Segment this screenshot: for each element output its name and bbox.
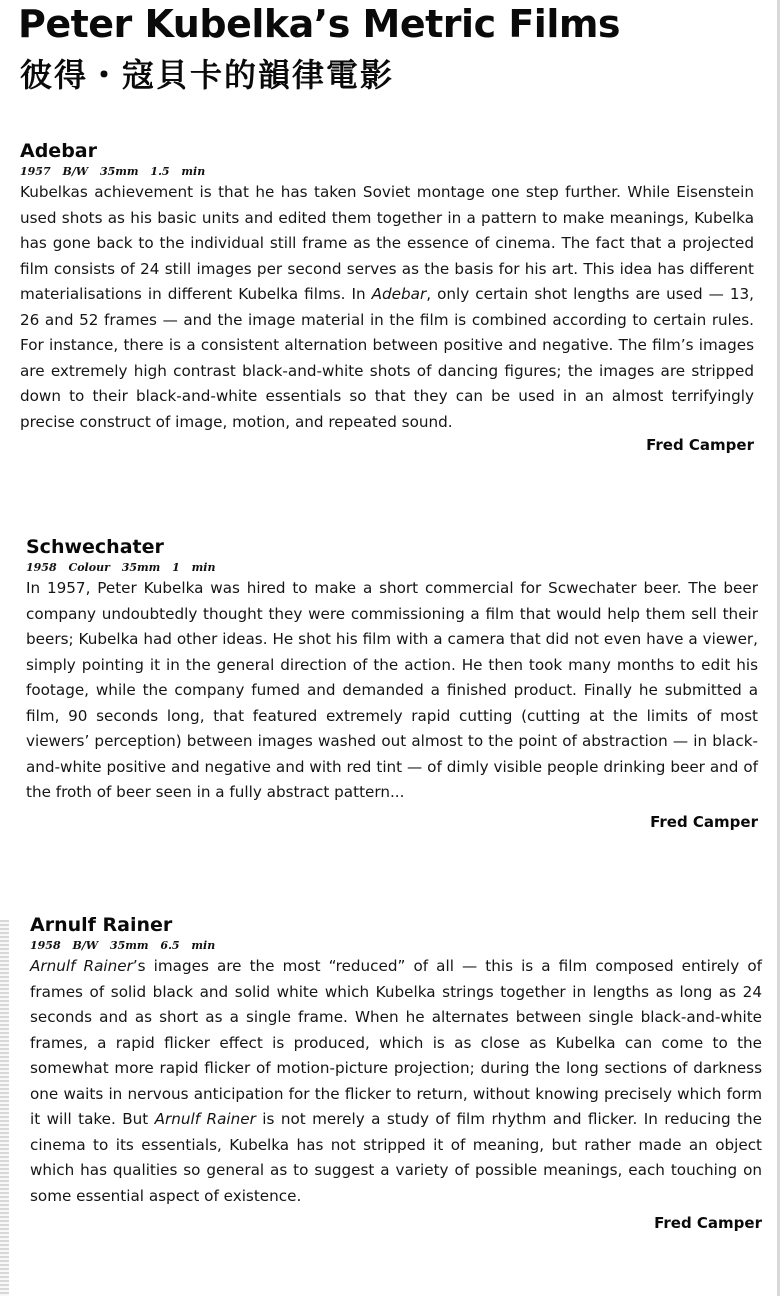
description-text: is not merely a study of film rhythm and flicker. In reducing the cinema to its essentials, Kubelka has not stripped it of meaning, but rather made an object which has qualities so general as to suggest a variety of possible meanings, each touching on some essential aspect of existence. bbox=[30, 1110, 762, 1205]
film-description bbox=[20, 180, 754, 435]
film-title: Arnulf Rainer bbox=[30, 914, 173, 936]
film-meta bbox=[30, 938, 762, 954]
author-credit: Fred Camper bbox=[650, 812, 758, 831]
description-text: Kubelkas achievement is that he has taken Soviet montage one step further. While Eisenstein used shots as his basic units and edited them together in a pattern to make meanings, Kubelka has gone back to the individual still frame as the essence of cinema. The fact that a projected film consists of 24 still images per second serves as the basis for his art. This idea has different materialisations in different Kubelka films. In bbox=[20, 183, 754, 303]
film-entry-arnulf-rainer bbox=[30, 914, 762, 1233]
author-credit: Fred Camper bbox=[654, 1214, 762, 1232]
film-runtime: 1.5 min bbox=[150, 165, 206, 178]
film-meta bbox=[20, 164, 754, 180]
film-description bbox=[26, 576, 758, 806]
film-format: B/W bbox=[62, 165, 89, 178]
film-year: 1958 bbox=[30, 939, 61, 952]
film-title: Schwechater bbox=[26, 536, 164, 558]
film-year: 1957 bbox=[20, 165, 51, 178]
description-film-title-italic: Arnulf Rainer bbox=[30, 957, 133, 975]
description-text: , only certain shot lengths are used — 13, 26 and 52 frames — and the image material in the film is combined according to certain rules. For instance, there is a consistent alternation between positive and negative. The film’s images are extremely high contrast black-and-white shots of dancing figures; the images are stripped down to their black-and-white essentials so that they can be used in an almost terrifyingly precise construct of image, motion, and repeated sound. bbox=[20, 285, 754, 431]
film-year: 1958 bbox=[26, 561, 57, 574]
film-entry-schwechater bbox=[26, 536, 758, 832]
page-title-chinese: 彼得・寇貝卡的韻律電影 bbox=[20, 56, 395, 94]
description-text: In 1957, Peter Kubelka was hired to make a short commercial for Scwechater beer. The beer company undoubtedly thought they were commissioning a film that would help them sell their beers; Kubelka had other ideas. He shot his film with a camera that did not even have a viewer, simply pointing it in the general direction of the action. He then took many months to edit his footage, while the company fumed and demanded a finished product. Finally he submitted a film, 90 seconds long, that featured extremely rapid cutting (cutting at the limits of most viewers’ perception) between images washed out almost to the point of abstraction — in black-and-white positive and negative and with red tint — of dimly visible people drinking beer and of the froth of beer seen in a fully abstract pattern... bbox=[26, 579, 758, 801]
page-title-english: Peter Kubelka’s Metric Films bbox=[18, 2, 621, 46]
film-gauge: 35mm bbox=[99, 165, 139, 178]
film-description bbox=[30, 954, 762, 1209]
film-runtime: 6.5 min bbox=[160, 939, 216, 952]
film-format: Colour bbox=[68, 561, 110, 574]
film-title: Adebar bbox=[20, 140, 97, 162]
description-film-title-italic: Arnulf Rainer bbox=[154, 1110, 256, 1128]
film-gauge: 35mm bbox=[121, 561, 161, 574]
description-text: ’s images are the most “reduced” of all — this is a film composed entirely of frames of solid black and solid white which Kubelka strings together in lengths as long as 24 seconds and as short as a single frame. When he alternates between single black-and-white frames, a rapid flicker effect is produced, which is as close as Kubelka can come to the somewhat more rapid flicker of motion-picture projection; during the long sections of darkness one waits in nervous anticipation for the flicker to return, without knowing precisely which form it will take. But bbox=[30, 957, 762, 1128]
film-entry-adebar bbox=[20, 140, 754, 455]
film-gauge: 35mm bbox=[109, 939, 149, 952]
film-meta bbox=[26, 560, 758, 576]
author-credit: Fred Camper bbox=[646, 436, 754, 454]
description-film-title-italic: Adebar bbox=[371, 285, 427, 303]
scan-edge-shadow bbox=[0, 920, 9, 1296]
film-format: B/W bbox=[72, 939, 99, 952]
film-runtime: 1 min bbox=[172, 561, 216, 574]
